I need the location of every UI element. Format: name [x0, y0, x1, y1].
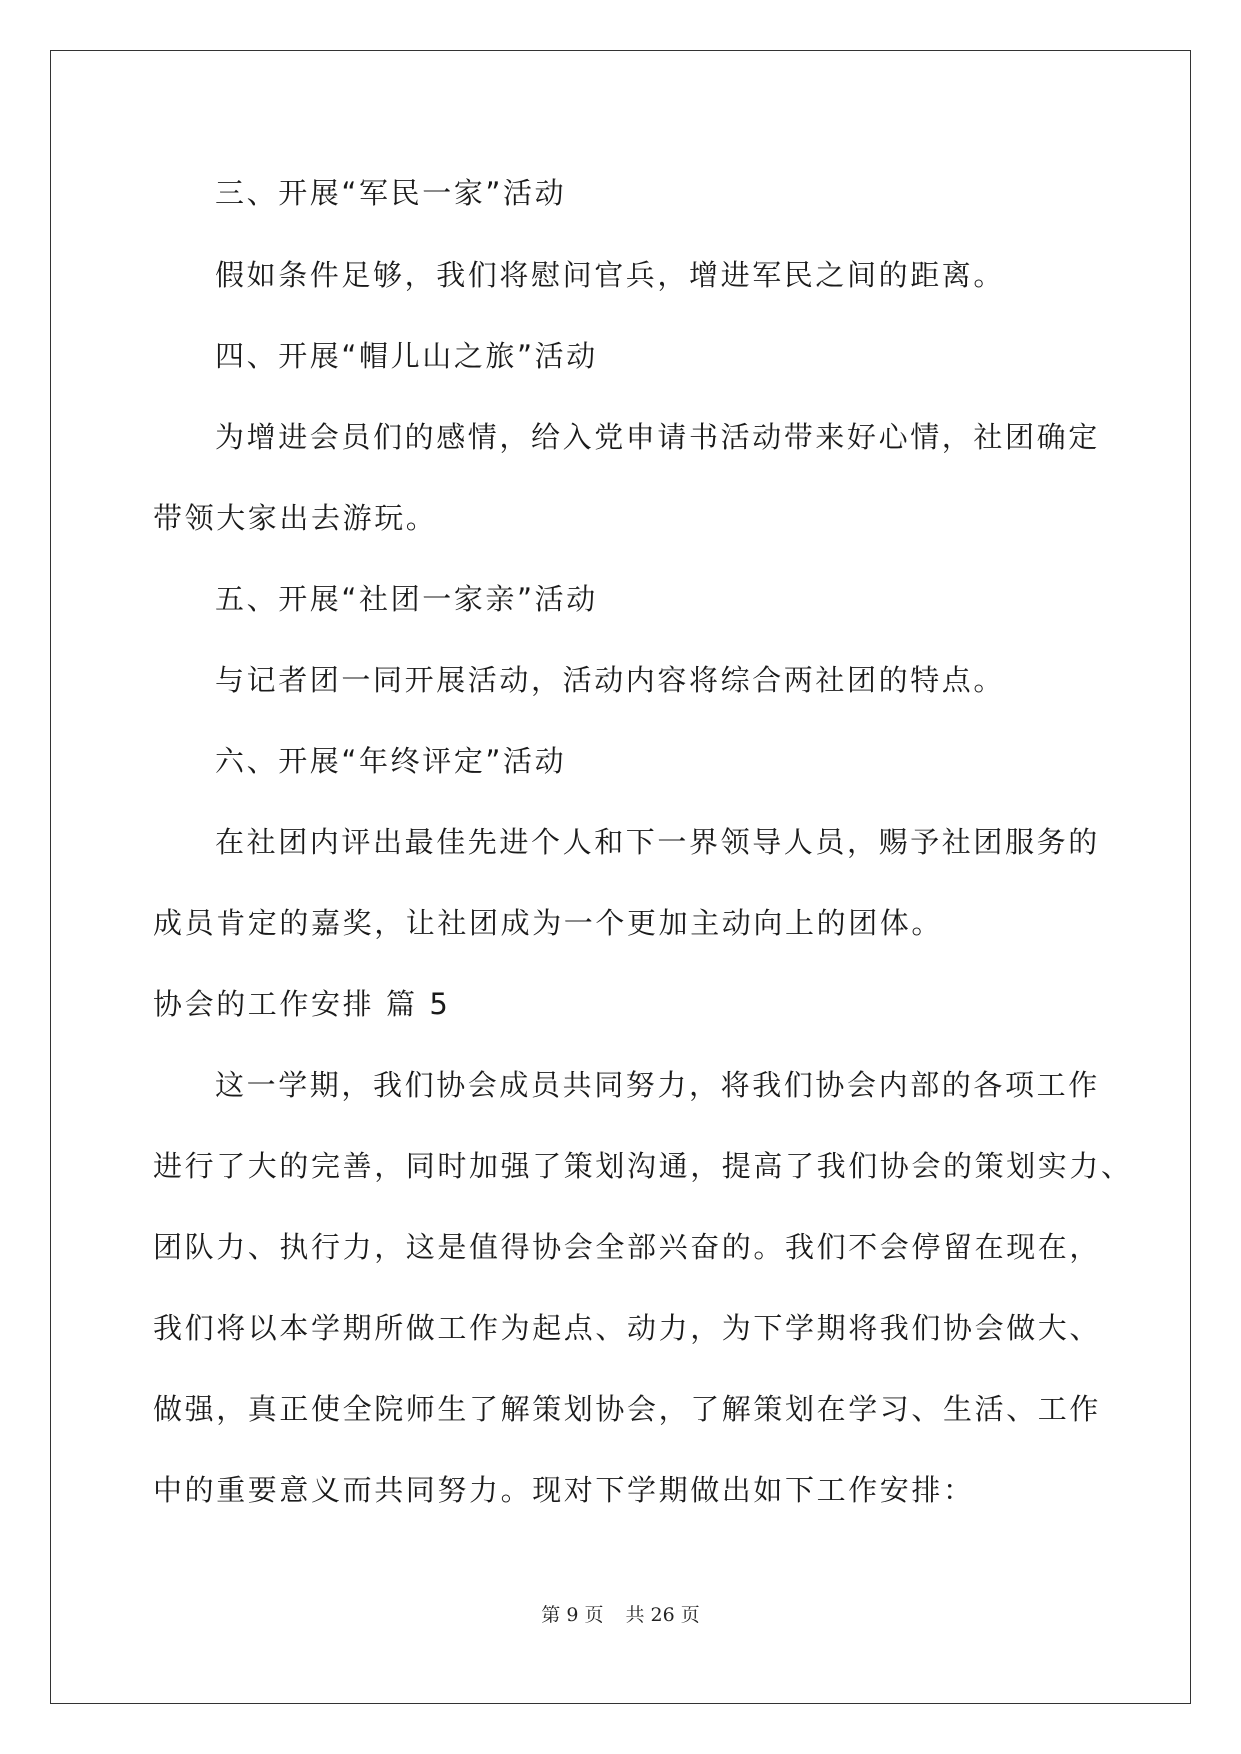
- paragraph-line: 假如条件足够，我们将慰问官兵，增进军民之间的距离。: [215, 258, 1006, 292]
- section-heading-5: 五、开展“社团一家亲”活动: [215, 582, 598, 616]
- section-heading-3: 三、开展“军民一家”活动: [215, 176, 567, 210]
- paragraph-line: 这一学期，我们协会成员共同努力，将我们协会内部的各项工作: [215, 1068, 1100, 1102]
- paragraph-line: 与记者团一同开展活动，活动内容将综合两社团的特点。: [215, 663, 1006, 697]
- paragraph-line: 成员肯定的嘉奖，让社团成为一个更加主动向上的团体。: [153, 906, 944, 940]
- total-page-count: 共 26 页: [625, 1604, 700, 1626]
- paragraph-line: 做强，真正使全院师生了解策划协会，了解策划在学习、生活、工作: [153, 1392, 1102, 1426]
- paragraph-line: 我们将以本学期所做工作为起点、动力，为下学期将我们协会做大、: [153, 1311, 1102, 1345]
- current-page-number: 第 9 页: [541, 1604, 604, 1626]
- paragraph-line: 为增进会员们的感情，给入党申请书活动带来好心情，社团确定: [215, 420, 1100, 454]
- paragraph-line: 在社团内评出最佳先进个人和下一界领导人员，赐予社团服务的: [215, 825, 1100, 859]
- paragraph-line: 中的重要意义而共同努力。现对下学期做出如下工作安排：: [153, 1473, 975, 1507]
- paragraph-line: 团队力、执行力，这是值得协会全部兴奋的。我们不会停留在现在，: [153, 1230, 1102, 1264]
- paragraph-line: 进行了大的完善，同时加强了策划沟通，提高了我们协会的策划实力、: [153, 1149, 1133, 1183]
- page-footer: [0, 1603, 1241, 1627]
- paragraph-line: 带领大家出去游玩。: [153, 501, 438, 535]
- article-title: 协会的工作安排 篇 5: [153, 987, 451, 1021]
- page-border: [50, 50, 1191, 1704]
- section-heading-4: 四、开展“帽儿山之旅”活动: [215, 339, 598, 373]
- section-heading-6: 六、开展“年终评定”活动: [215, 744, 567, 778]
